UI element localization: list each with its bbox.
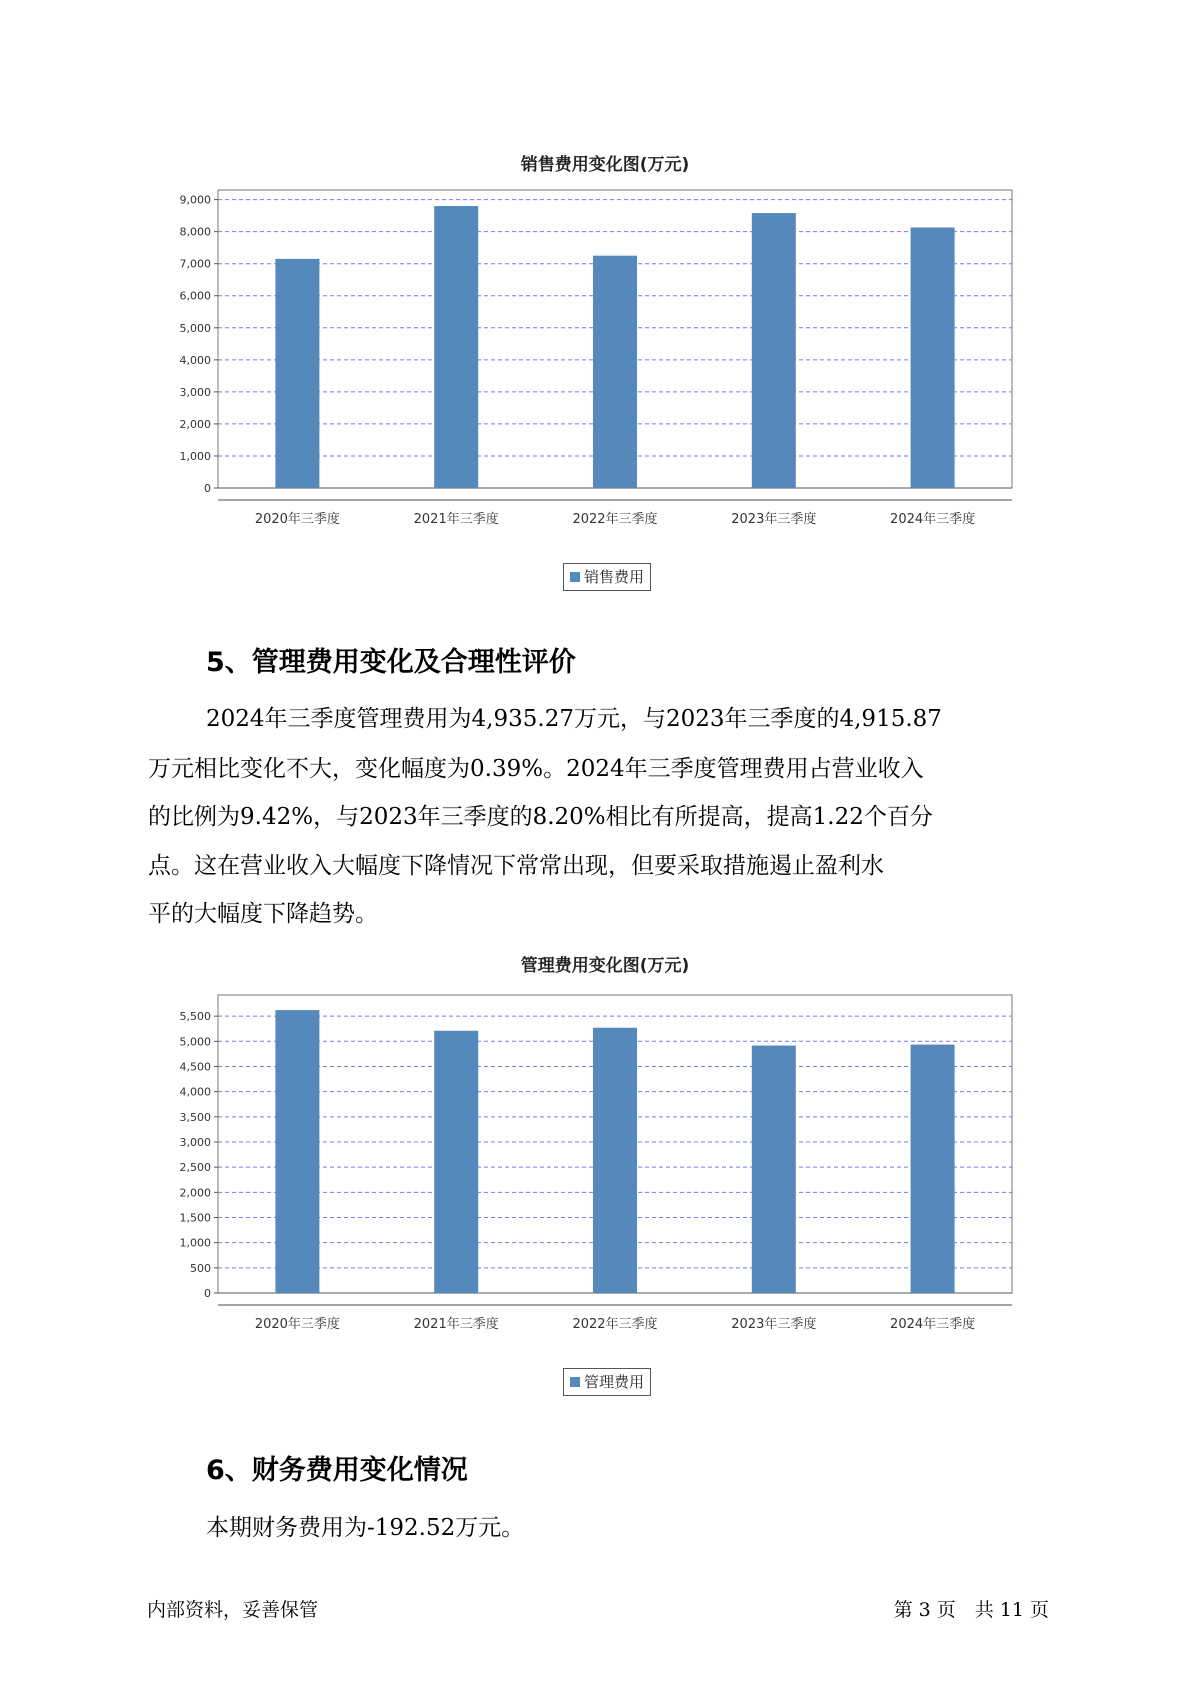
y-tick-label: 500	[190, 1261, 211, 1275]
x-tick-label: 2023年三季度	[731, 512, 817, 527]
y-tick-label: 1,500	[179, 1211, 211, 1225]
bar	[275, 1010, 319, 1293]
x-tick-label: 2020年三季度	[254, 512, 340, 527]
x-tick-label: 2024年三季度	[890, 512, 976, 527]
y-tick-label: 4,000	[179, 1085, 211, 1099]
y-tick-label: 4,500	[179, 1060, 211, 1074]
section-6-paragraph-line: 本期财务费用为-192.52万元。	[206, 1515, 525, 1541]
y-tick-label: 2,000	[179, 1186, 211, 1200]
section-5-paragraph-line: 点。这在营业收入大幅度下降情况下常常出现，但要采取措施遏止盈利水	[148, 853, 884, 879]
bar	[434, 1031, 478, 1293]
bar	[434, 206, 478, 488]
section-6-heading: 6、财务费用变化情况	[206, 1455, 468, 1486]
section-5-paragraph-line: 2024年三季度管理费用为4,935.27万元，与2023年三季度的4,915.87	[206, 706, 942, 732]
y-tick-label: 4,000	[179, 353, 211, 367]
x-tick-label: 2022年三季度	[572, 1317, 658, 1332]
sales-chart-legend	[563, 563, 651, 591]
y-tick-label: 1,000	[179, 449, 211, 463]
y-tick-label: 0	[204, 1287, 211, 1300]
y-tick-label: 1,000	[179, 1236, 211, 1250]
bar	[593, 1028, 637, 1293]
footer-page-number: 第 3 页 共 11 页	[893, 1599, 1049, 1621]
y-tick-label: 5,000	[179, 321, 211, 335]
section-5-heading: 5、管理费用变化及合理性评价	[206, 647, 576, 678]
x-tick-label: 2020年三季度	[254, 1317, 340, 1332]
y-tick-label: 8,000	[179, 225, 211, 239]
y-tick-label: 9,000	[179, 193, 211, 207]
section-5-paragraph-line: 万元相比变化不大，变化幅度为0.39%。2024年三季度管理费用占营业收入	[148, 756, 924, 782]
bar	[752, 213, 796, 488]
y-tick-label: 2,500	[179, 1161, 211, 1175]
y-tick-label: 6,000	[179, 289, 211, 303]
y-tick-label: 3,000	[179, 1135, 211, 1149]
bar	[275, 259, 319, 488]
legend-label: 管理费用	[584, 1373, 645, 1391]
bar	[593, 256, 637, 488]
x-tick-label: 2021年三季度	[413, 512, 499, 527]
y-tick-label: 3,500	[179, 1110, 211, 1124]
sales-expense-chart	[160, 170, 1040, 527]
x-tick-label: 2021年三季度	[413, 1317, 499, 1332]
y-tick-label: 5,500	[179, 1010, 211, 1024]
bar	[752, 1046, 796, 1293]
admin-chart-title: 管理费用变化图(万元)	[520, 956, 690, 976]
admin-expense-chart	[160, 975, 1040, 1332]
y-tick-label: 5,000	[179, 1035, 211, 1049]
sales-chart-title: 销售费用变化图(万元)	[520, 155, 690, 175]
legend-swatch	[570, 1377, 580, 1387]
x-tick-label: 2023年三季度	[731, 1317, 817, 1332]
section-5-paragraph-line: 平的大幅度下降趋势。	[148, 901, 378, 927]
y-tick-label: 7,000	[179, 257, 211, 271]
bar	[911, 1045, 955, 1293]
legend-swatch	[570, 572, 580, 582]
y-tick-label: 0	[204, 482, 211, 495]
section-5-paragraph-line: 的比例为9.42%，与2023年三季度的8.20%相比有所提高，提高1.22个百分	[148, 804, 933, 830]
x-tick-label: 2022年三季度	[572, 512, 658, 527]
x-tick-label: 2024年三季度	[890, 1317, 976, 1332]
footer-confidential-note: 内部资料，妥善保管	[147, 1599, 319, 1621]
y-tick-label: 2,000	[179, 417, 211, 431]
legend-label: 销售费用	[584, 568, 645, 586]
y-tick-label: 3,000	[179, 385, 211, 399]
bar	[911, 227, 955, 488]
admin-chart-legend	[563, 1368, 651, 1396]
